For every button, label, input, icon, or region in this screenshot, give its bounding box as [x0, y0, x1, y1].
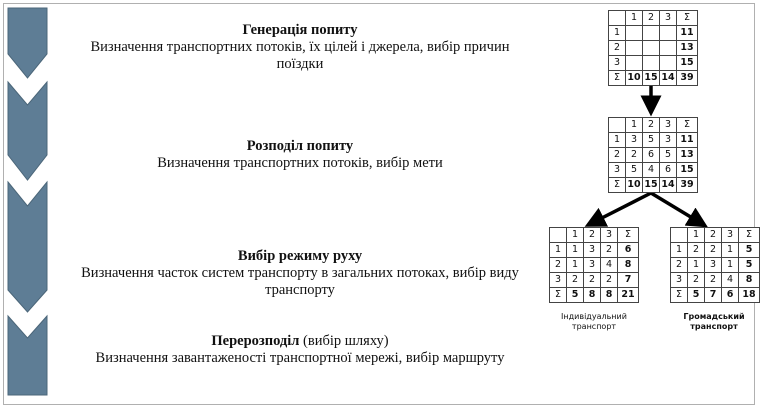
matrix-row [609, 41, 698, 56]
matrix-cell [626, 26, 643, 41]
matrix-header-row [609, 11, 698, 26]
arrow-distribution-to-individual [594, 193, 651, 222]
matrix-cell: 2 [601, 273, 618, 288]
matrix-cell: 5 [643, 133, 660, 148]
matrix-cell [660, 26, 677, 41]
matrix-cell: 1 [626, 118, 643, 133]
matrix-cell: 39 [677, 178, 698, 193]
matrix-cell: 6 [722, 288, 739, 303]
matrix-cell: 3 [705, 258, 722, 273]
matrix-cell: Σ [618, 228, 639, 243]
matrix-generation [608, 10, 698, 86]
matrix-cell: 4 [643, 163, 660, 178]
matrix-cell: Σ [609, 71, 626, 86]
matrix-cell [609, 11, 626, 26]
matrix-cell: 8 [618, 258, 639, 273]
matrix-cell: 2 [609, 148, 626, 163]
matrix-cell: 1 [626, 11, 643, 26]
matrix-cell: 3 [722, 228, 739, 243]
matrix-row [671, 288, 760, 303]
matrix-cell: 5 [567, 288, 584, 303]
matrix-cell: 5 [739, 243, 760, 258]
matrix-header-row [609, 118, 698, 133]
matrix-cell: 3 [609, 163, 626, 178]
matrix-cell: 3 [660, 133, 677, 148]
matrix-cell [643, 41, 660, 56]
matrix-cell: 2 [601, 243, 618, 258]
step-title: Перерозподіл [211, 333, 300, 349]
matrix-cell: 3 [626, 133, 643, 148]
matrix-row [671, 243, 760, 258]
step-description: Визначення транспортних потоків, їх цілей і джерела, вибір причин поїздки [90, 39, 510, 72]
matrix-row [609, 163, 698, 178]
caption-individual-transport: Індивідуальний транспорт [561, 312, 627, 331]
matrix-cell: 3 [584, 258, 601, 273]
matrix-cell: 15 [677, 56, 698, 71]
matrix-cell: 2 [705, 228, 722, 243]
matrix-cell: 15 [677, 163, 698, 178]
matrix-cell: 10 [626, 178, 643, 193]
matrix-cell [626, 56, 643, 71]
matrix-cell: 7 [618, 273, 639, 288]
matrix-cell [609, 118, 626, 133]
matrix-cell: 2 [671, 258, 688, 273]
matrix-cell: 15 [643, 71, 660, 86]
matrix-cell: 3 [550, 273, 567, 288]
matrix-cell: 2 [643, 11, 660, 26]
matrix-cell: 11 [677, 26, 698, 41]
matrix-cell: 13 [677, 148, 698, 163]
matrix-cell: 7 [705, 288, 722, 303]
matrix-row [609, 133, 698, 148]
matrix-cell: Σ [677, 118, 698, 133]
matrix-cell: Σ [550, 288, 567, 303]
matrix-cell: 5 [739, 258, 760, 273]
step-description: Визначення транспортних потоків, вибір мети [157, 155, 443, 171]
matrix-distribution [608, 117, 698, 193]
matrix-cell: 13 [677, 41, 698, 56]
matrix-cell: 8 [739, 273, 760, 288]
step-title: Вибір режиму руху [237, 248, 363, 264]
matrix-cell: 1 [567, 243, 584, 258]
matrix-cell: 2 [705, 243, 722, 258]
matrix-cell: 1 [567, 258, 584, 273]
matrix-cell: 1 [671, 243, 688, 258]
matrix-individual-transport [549, 227, 639, 303]
matrix-cell: 1 [722, 258, 739, 273]
matrix-cell [660, 41, 677, 56]
matrix-cell: 2 [688, 243, 705, 258]
matrix-cell: Σ [609, 178, 626, 193]
matrix-cell: 2 [609, 41, 626, 56]
matrix-cell: 15 [643, 178, 660, 193]
matrix-cell: Σ [677, 11, 698, 26]
matrix-cell: 6 [643, 148, 660, 163]
matrix-cell: 39 [677, 71, 698, 86]
step-title: Генерація попиту [242, 22, 358, 38]
matrix-cell: 14 [660, 71, 677, 86]
matrix-row [609, 148, 698, 163]
matrix-cell: 5 [688, 288, 705, 303]
matrix-cell [671, 228, 688, 243]
matrix-cell: 8 [584, 288, 601, 303]
matrix-cell: 5 [626, 163, 643, 178]
matrix-row [609, 178, 698, 193]
matrix-row [671, 273, 760, 288]
matrix-cell: 1 [688, 258, 705, 273]
matrix-cell [643, 26, 660, 41]
matrix-cell [643, 56, 660, 71]
matrix-cell: 1 [688, 228, 705, 243]
matrix-cell: 8 [601, 288, 618, 303]
step-title: Розподіл попиту [246, 138, 354, 154]
matrix-cell: 4 [722, 273, 739, 288]
matrix-cell: Σ [739, 228, 760, 243]
matrix-cell: 3 [584, 243, 601, 258]
matrix-row [609, 26, 698, 41]
step-description: Визначення завантаженості транспортної мережі, вибір маршруту [95, 350, 505, 366]
matrix-cell: 3 [660, 11, 677, 26]
matrix-cell: 3 [671, 273, 688, 288]
matrix-cell: 4 [601, 258, 618, 273]
matrix-cell: 2 [643, 118, 660, 133]
matrix-cell [660, 56, 677, 71]
matrix-cell: 3 [609, 56, 626, 71]
matrix-row [550, 288, 639, 303]
step-description: Визначення часток систем транспорту в загальних потоках, вибір виду транспорту [81, 265, 519, 298]
matrix-cell: 10 [626, 71, 643, 86]
caption-public-transport: Громадський транспорт [683, 312, 745, 331]
matrix-header-row [550, 228, 639, 243]
matrix-cell: 14 [660, 178, 677, 193]
matrix-row [609, 71, 698, 86]
matrix-row [550, 243, 639, 258]
matrix-cell: 5 [660, 148, 677, 163]
matrix-cell: Σ [671, 288, 688, 303]
matrix-cell: 11 [677, 133, 698, 148]
step-title-note: (вибір шляху) [299, 333, 389, 349]
matrix-row [609, 56, 698, 71]
arrow-distribution-to-public [651, 193, 699, 222]
matrix-cell: 3 [660, 118, 677, 133]
matrix-row [550, 273, 639, 288]
matrix-row [550, 258, 639, 273]
matrix-cell: 6 [618, 243, 639, 258]
matrix-cell [626, 41, 643, 56]
matrix-cell: 2 [705, 273, 722, 288]
matrix-cell: 21 [618, 288, 639, 303]
matrix-cell: 1 [609, 26, 626, 41]
matrix-cell: 1 [567, 228, 584, 243]
matrix-cell: 1 [550, 243, 567, 258]
matrix-cell [550, 228, 567, 243]
matrix-cell: 2 [584, 273, 601, 288]
matrix-header-row [671, 228, 760, 243]
matrix-cell: 2 [626, 148, 643, 163]
matrix-cell: 18 [739, 288, 760, 303]
matrix-cell: 2 [688, 273, 705, 288]
matrix-public-transport [670, 227, 760, 303]
matrix-cell: 6 [660, 163, 677, 178]
matrix-cell: 2 [584, 228, 601, 243]
matrix-row [671, 258, 760, 273]
matrix-cell: 1 [722, 243, 739, 258]
matrix-cell: 1 [609, 133, 626, 148]
matrix-cell: 3 [601, 228, 618, 243]
matrix-cell: 2 [567, 273, 584, 288]
matrix-cell: 2 [550, 258, 567, 273]
